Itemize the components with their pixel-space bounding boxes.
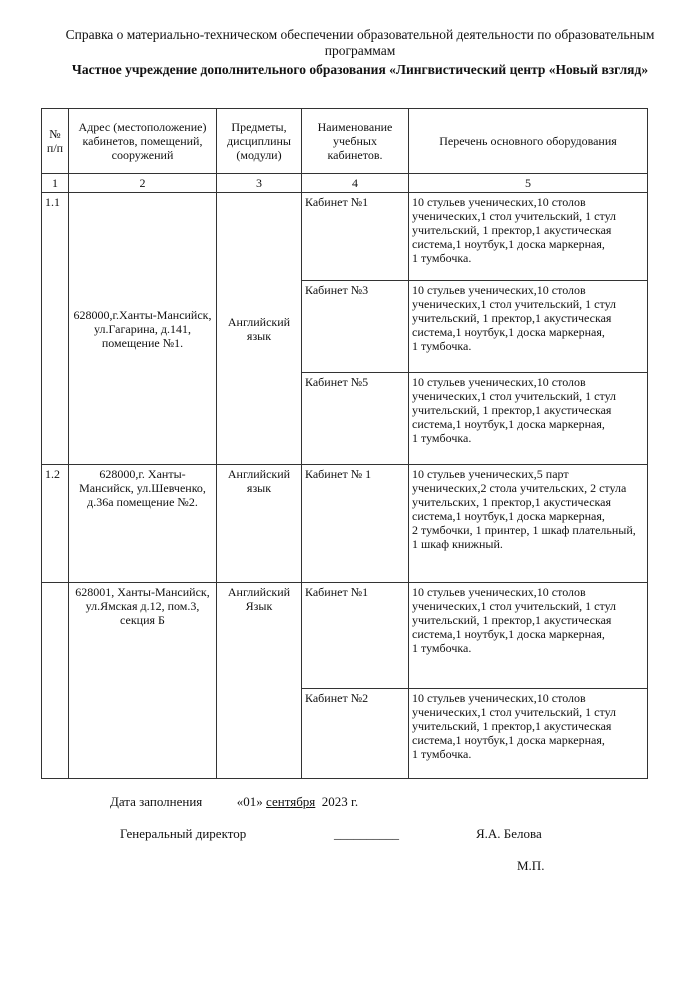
subject-cell: Английский Язык (217, 583, 302, 779)
room-name: Кабинет №5 (302, 373, 409, 465)
column-header-equipment: Перечень основного оборудования (409, 109, 648, 174)
address-cell: 628000,г.Ханты-Мансийск, ул.Гагарина, д.141, помещение №1. (69, 193, 217, 465)
room-name: Кабинет №3 (302, 281, 409, 373)
date-label: Дата заполнения (110, 794, 203, 809)
column-number: 1 (42, 174, 69, 193)
column-number: 3 (217, 174, 302, 193)
column-number: 5 (409, 174, 648, 193)
column-number: 4 (302, 174, 409, 193)
stamp-place: М.П. (517, 858, 545, 873)
equipment-table (41, 108, 648, 779)
subject-cell: Английский язык (217, 193, 302, 465)
date-year: 2023 г. (321, 794, 359, 809)
equipment-list: 10 стульев ученических,10 столов ученических,1 стол учительский, 1 стул учительский, 1 пректор,1 акустическая система,1 ноутбук,1 доска маркерная, 1 тумбочка. (409, 193, 648, 281)
table-header-row (42, 109, 648, 174)
organization-name: Частное учреждение дополнительного образования «Лингвистический центр «Новый взгляд» (71, 62, 649, 77)
fill-date (110, 794, 358, 810)
signature-line: __________ (334, 826, 399, 841)
director-position: Генеральный директор (120, 826, 247, 841)
director-name: Я.А. Белова (476, 826, 542, 841)
row-number: 1.2 (42, 465, 69, 583)
table-row (42, 193, 648, 281)
table-row (42, 465, 648, 583)
equipment-list: 10 стульев ученических,10 столов ученических,1 стол учительский, 1 стул учительский, 1 пректор,1 акустическая система,1 ноутбук,1 доска маркерная, 1 тумбочка. (409, 689, 648, 779)
column-header-subject: Предметы, дисциплины (модули) (217, 109, 302, 174)
room-name: Кабинет №1 (302, 583, 409, 689)
equipment-list: 10 стульев ученических,10 столов ученических,1 стол учительский, 1 стул учительский, 1 пректор,1 акустическая система,1 ноутбук,1 доска маркерная, 1 тумбочка. (409, 281, 648, 373)
column-header-address: Адрес (местоположение) кабинетов, помещений, сооружений (69, 109, 217, 174)
column-number-row (42, 174, 648, 193)
table-row (42, 583, 648, 689)
row-number: 1.1 (42, 193, 69, 465)
equipment-list: 10 стульев ученических,10 столов ученических,1 стол учительский, 1 стул учительский, 1 пректор,1 акустическая система,1 ноутбук,1 доска маркерная, 1 тумбочка. (409, 583, 648, 689)
column-header-num: № п/п (42, 109, 69, 174)
equipment-list: 10 стульев ученических,5 парт ученических,2 стола учительских, 2 стула учительских, 1 пректор,1 акустическая система,1 ноутбук,1 доска маркерная, 2 тумбочки, 1 принтер, 1 шкаф плательный, 1 шкаф книжный. (409, 465, 648, 583)
room-name: Кабинет № 1 (302, 465, 409, 583)
date-month: сентября (266, 794, 316, 809)
room-name: Кабинет №1 (302, 193, 409, 281)
row-number (42, 583, 69, 779)
address-cell: 628001, Ханты-Мансийск, ул.Ямская д.12, пом.3, секция Б (69, 583, 217, 779)
subject-cell: Английский язык (217, 465, 302, 583)
column-header-rooms: Наименование учебных кабинетов. (302, 109, 409, 174)
equipment-list: 10 стульев ученических,10 столов ученических,1 стол учительский, 1 стул учительский, 1 пректор,1 акустическая система,1 ноутбук,1 доска маркерная, 1 тумбочка. (409, 373, 648, 465)
address-cell: 628000,г. Ханты-Мансийск, ул.Шевченко, д.36а помещение №2. (69, 465, 217, 583)
date-day: «01» (236, 794, 263, 809)
room-name: Кабинет №2 (302, 689, 409, 779)
document-title: Справка о материально-техническом обеспечении образовательной деятельности по образовательным программам (65, 27, 655, 58)
column-number: 2 (69, 174, 217, 193)
